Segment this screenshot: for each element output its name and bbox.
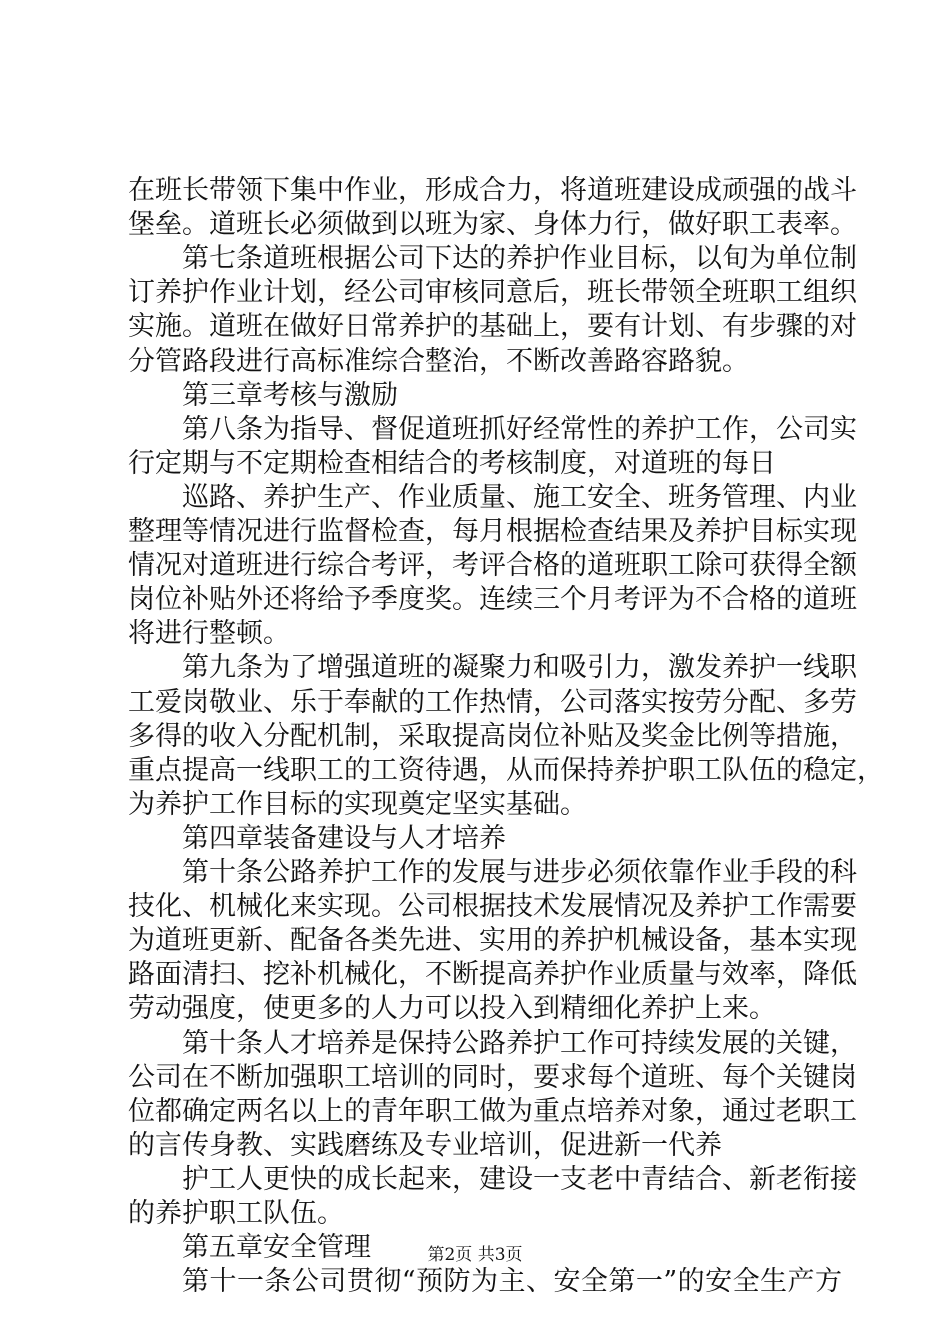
text-line: 第八条为指导、督促道班抓好经常性的养护工作，公司实	[182, 413, 857, 445]
text-line: 巡路、养护生产、作业质量、施工安全、班务管理、内业	[182, 481, 857, 513]
text-line: 堡垒。道班长必须做到以班为家、身体力行，做好职工表率。	[128, 209, 857, 241]
text-line: 路面清扫、挖补机械化，不断提高养护作业质量与效率，降低	[128, 959, 857, 991]
text-line: 行定期与不定期检查相结合的考核制度，对道班的每日	[128, 447, 776, 479]
text-line: 第三章考核与激励	[182, 379, 398, 411]
text-line: 为道班更新、配备各类先进、实用的养护机械设备，基本实现	[128, 925, 857, 957]
text-line: 公司在不断加强职工培训的同时，要求每个道班、每个关键岗	[128, 1061, 857, 1093]
text-line: 情况对道班进行综合考评，考评合格的道班职工除可获得全额	[128, 550, 857, 582]
text-line: 第十一条公司贯彻“预防为主、安全第一”的安全生产方	[182, 1266, 842, 1298]
text-line: 护工人更快的成长起来，建设一支老中青结合、新老衔接	[182, 1163, 857, 1195]
page-footer: 第2页 共3页	[427, 1245, 523, 1265]
text-line: 将进行整顿。	[128, 618, 290, 650]
text-line: 在班长带领下集中作业，形成合力，将道班建设成顽强的战斗	[128, 175, 857, 206]
text-line: 第五章安全管理	[182, 1232, 371, 1264]
text-line: 整理等情况进行监督检查，每月根据检查结果及养护目标实现	[128, 516, 857, 547]
text-line: 订养护作业计划，经公司审核同意后，班长带领全班职工组织	[128, 277, 857, 309]
text-line: 的言传身教、实践磨练及专业培训，促进新一代养	[128, 1129, 722, 1161]
text-line: 的养护职工队伍。	[128, 1198, 344, 1229]
text-line: 第四章装备建设与人才培养	[182, 822, 506, 854]
text-line: 重点提高一线职工的工资待遇，从而保持养护职工队伍的稳定，	[128, 754, 884, 786]
text-line: 第七条道班根据公司下达的养护作业目标，以旬为单位制	[182, 243, 857, 275]
text-line: 第十条人才培养是保持公路养护工作可持续发展的关键，	[182, 1027, 857, 1059]
text-line: 多得的收入分配机制，采取提高岗位补贴及奖金比例等措施，	[128, 720, 857, 752]
text-line: 技化、机械化来实现。公司根据技术发展情况及养护工作需要	[128, 891, 857, 923]
text-line: 实施。道班在做好日常养护的基础上，要有计划、有步骤的对	[128, 311, 857, 343]
text-line: 岗位补贴外还将给予季度奖。连续三个月考评为不合格的道班	[128, 584, 857, 616]
text-line: 第九条为了增强道班的凝聚力和吸引力，激发养护一线职	[182, 652, 857, 684]
text-line: 工爱岗敬业、乐于奉献的工作热情，公司落实按劳分配、多劳	[128, 686, 857, 718]
text-line: 为养护工作目标的实现奠定坚实基础。	[128, 788, 587, 820]
text-line: 位都确定两名以上的青年职工做为重点培养对象，通过老职工	[128, 1095, 857, 1127]
text-line: 劳动强度，使更多的人力可以投入到精细化养护上来。	[128, 993, 776, 1025]
text-line: 第十条公路养护工作的发展与进步必须依靠作业手段的科	[182, 857, 857, 888]
text-line: 分管路段进行高标准综合整治，不断改善路容路貌。	[128, 345, 749, 377]
